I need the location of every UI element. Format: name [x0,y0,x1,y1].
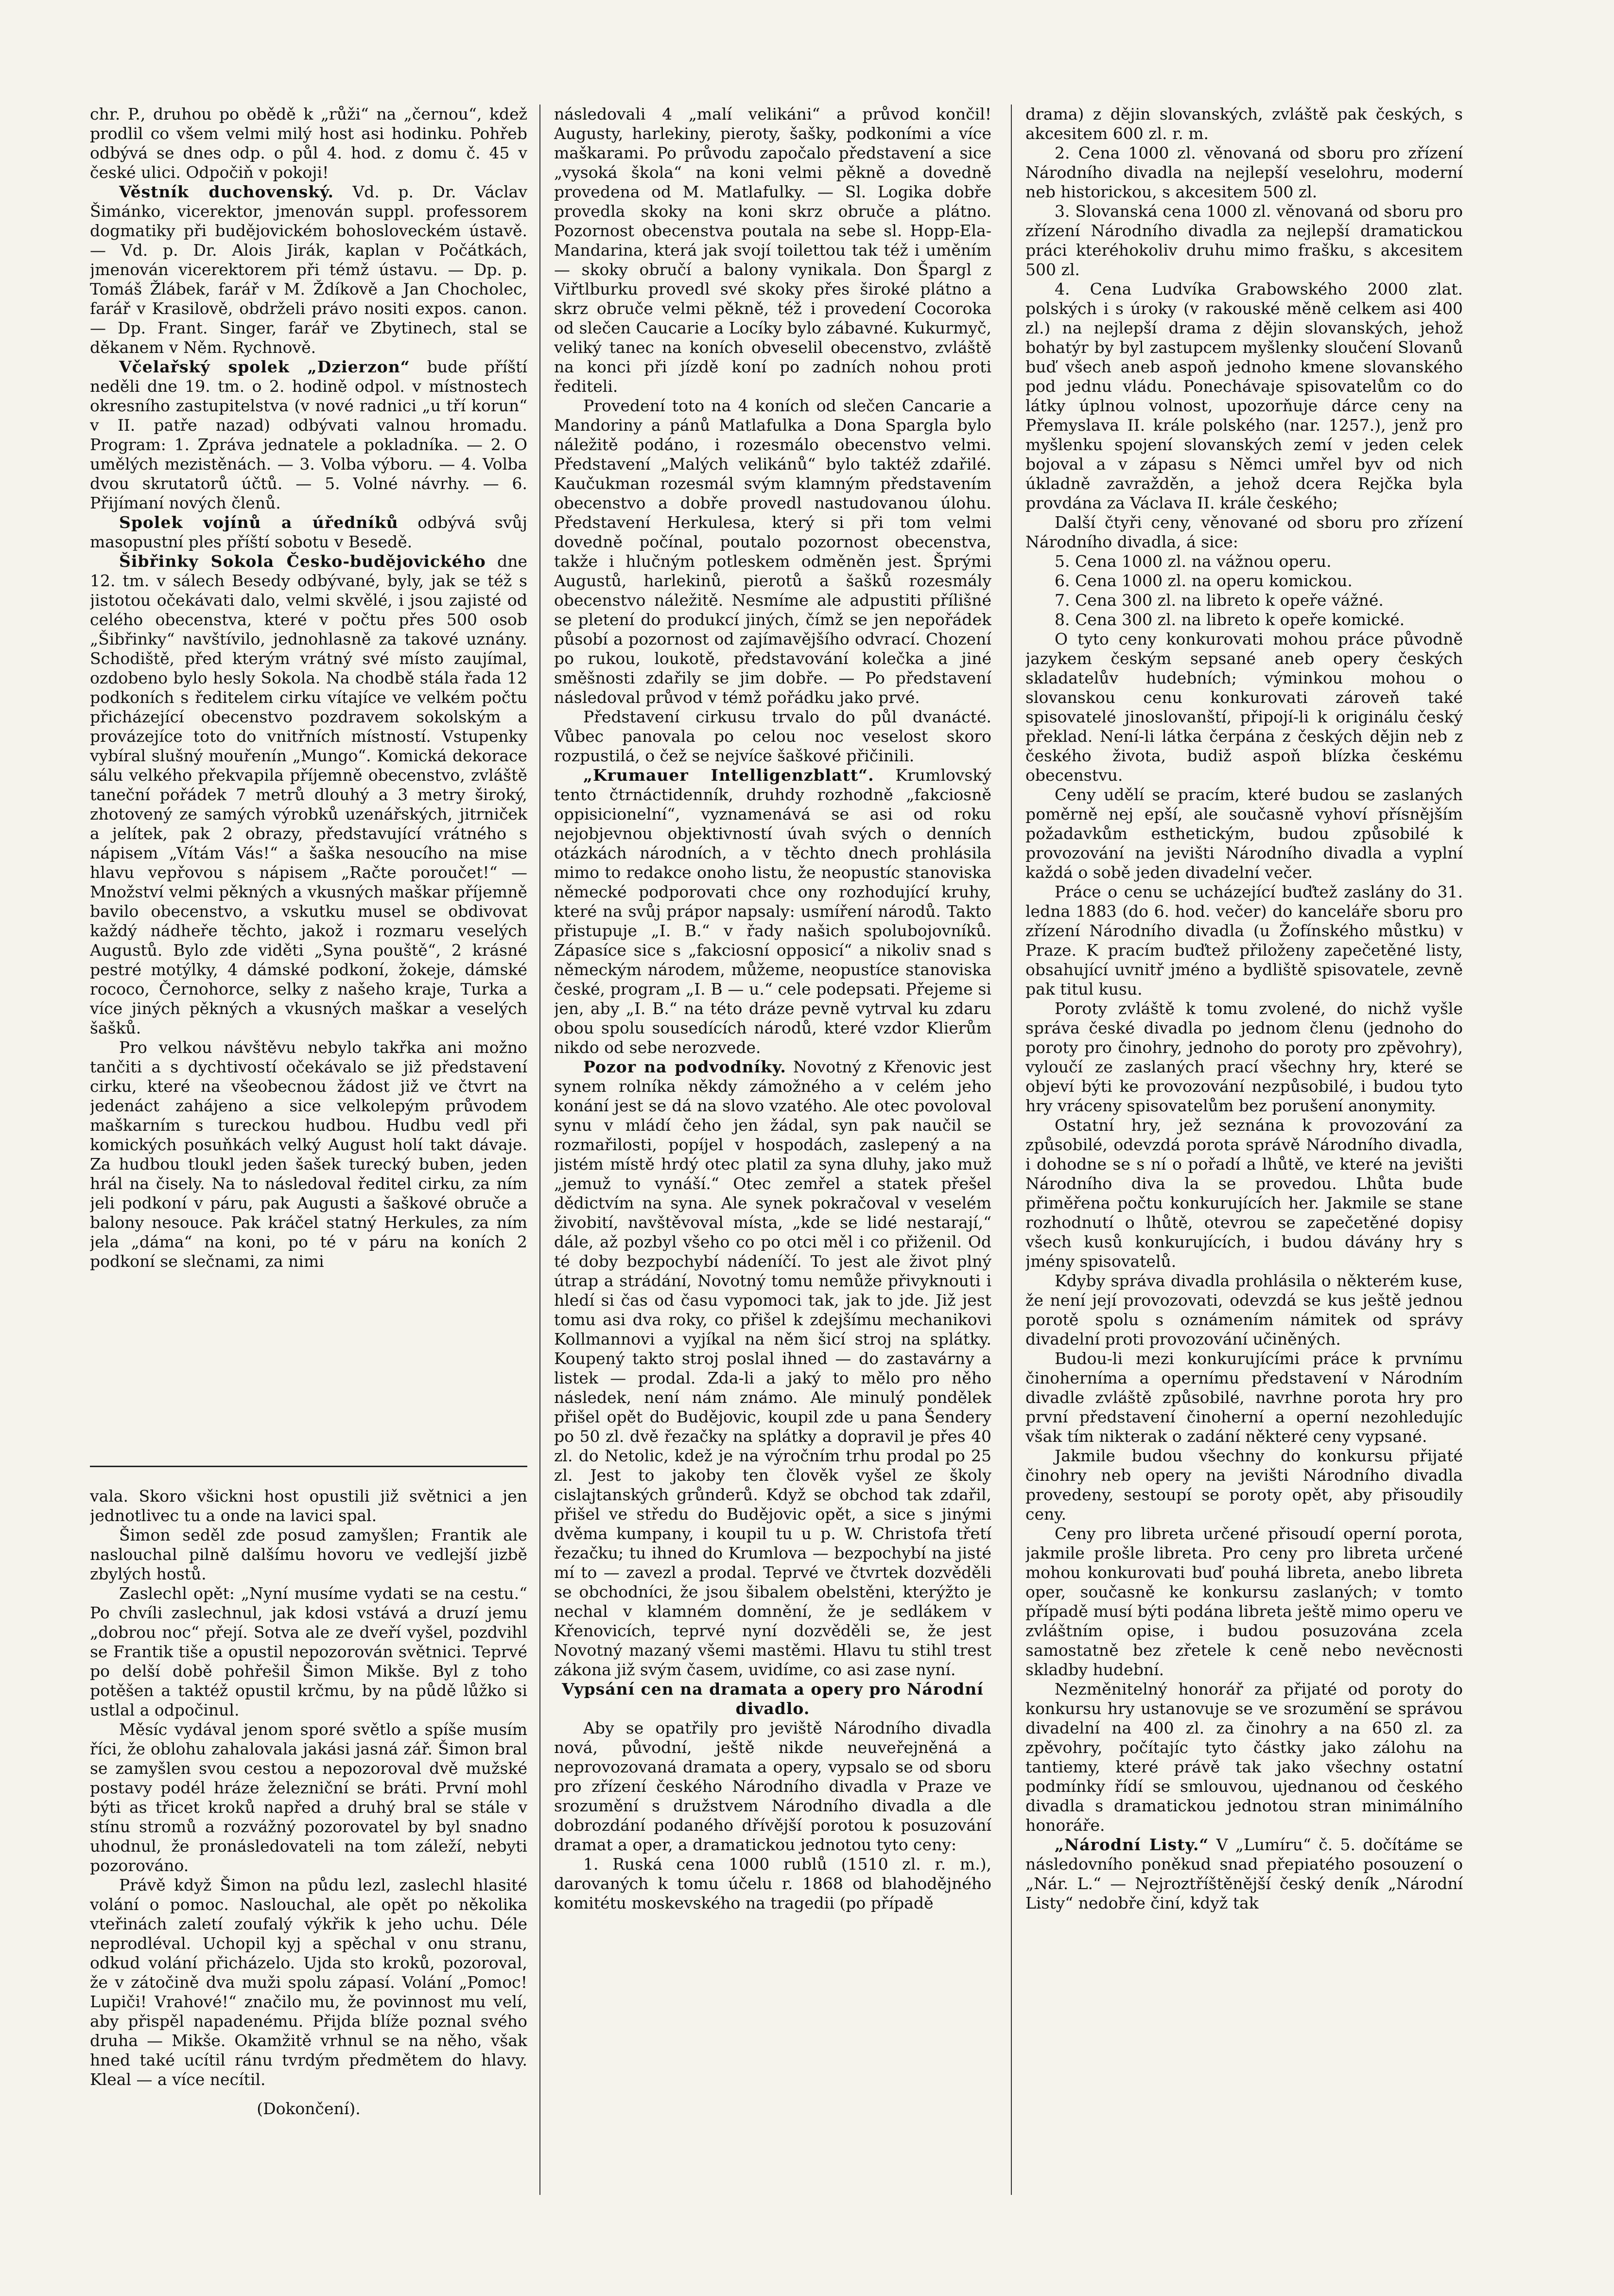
feuilleton-paragraph-2: Šimon seděl zde posud zamyšlen; Frantik ale naslouchal pilně dalšímu hovoru ve vedlejší jizbě zbylých hostů. [90,1525,527,1583]
paragraph-prize-1-cont: drama) z dějin slovanských, zvláště pak českých, s akcesitem 600 zl. r. m. [1025,105,1463,143]
paragraph-obituary: chr. P., druhou po obědě k „růži“ na „černou“, kdež prodlil co všem velmi milý host asi hodinku. Pohřeb odbývá se dnes odp. o půl 4. hod. z domu č. 45 v české ulici. Odpočiň v pokoji! [90,105,527,182]
heading-beekeepers: Včelařský spolek „Dzierzon“ [119,357,410,376]
paragraph-fraudsters [554,1057,991,1680]
column-rule-1 [539,105,540,2195]
paragraph-narodni-listy [1025,1835,1463,1913]
list-item-prize-8: 8. Cena 300 zl. na libreto k opeře komické. [1055,610,1405,629]
feuilleton-paragraph-5: Právě když Šimon na půdu lezl, zaslechl hlasité volání o pomoc. Naslouchal, ale opět po několika vteřinách zaletí zoufalý výkřik k jeho uchu. Déle neprodléval. Uchopil kyj a spěchal v onu stranu, odkud volání přicházelo. Ujda sto kroků, pozoroval, že v zátočině dva muži spolu zápasí. Volání „Pomoc! Lupiči! Vrahové!“ značilo mu, že povinnost mu velí, aby přispěl napadenému. Přijda blíže poznal svého druha — Mikše. Okamžitě vrhnul se na něho, však hned také ucítil ránu tvrdým předmětem do hlavy. Kleal — a více necítil. [90,1875,527,2089]
text-beekeepers: bude příští neděli dne 19. tm. o 2. hodině odpol. v místnostech okresního zastupitelstva (v nové radnici „u tří korun“ v II. patře nazad) odbývati valnou hromadu. Program: 1. Zpráva jednatele a pokladníka. — 2. O umělých mezistěnách. — 3. Volba výboru. — 4. Volba dvou skrutatorů účtů. — 5. Volné návrhy. — 6. Přijímaní nových členů. [90,357,527,512]
list-item-prize-5: 5. Cena 1000 zl. na vážnou operu. [1055,552,1332,571]
column-middle [554,105,991,2195]
column-right [1025,105,1463,2195]
paragraph-prize-2: 2. Cena 1000 zl. věnovaná od sboru pro zřízení Národního divadla na nejlepší veselohru, moderní neb historickou, s akcesitem 500 zl. [1025,143,1463,201]
heading-krumauer: „Krumauer Intelligenzblatt“. [583,766,874,785]
heading-sokol: Šibřinky Sokola Česko-budějovického [119,552,486,571]
paragraph-deadline: Práce o cenu se ucházející buďtež zaslány do 31. ledna 1883 (do 6. hod. večer) do kanceláře sboru pro zřízení Národního divadla (u Žofínského můstku) v Praze. K pracím buďtež přiloženy zapečetěné listy, obsahující uvnitř jméno a bydliště spisovatele, zevně pak titul kusu. [1025,882,1463,999]
paragraph-juries: Poroty zvláště k tomu zvolené, do nichž vyšle správa české divadla po jednom členu (jednoho do poroty pro činohry, jednoho do poroty pro zpěvohry), vyloučí ze zaslaných prací všechny hry, které se objeví býti ke provozování nezpůsobilé, i budou tyto hry vráceny spisovatelům bez porušení anonymity. [1025,999,1463,1115]
paragraph-prize-3: 3. Slovanská cena 1000 zl. věnovaná od sboru pro zřízení Národního divadla za nejlepší dramatickou práci kteréhokoliv druhu mimo frašku, s akcesitem 500 zl. [1025,202,1463,279]
column-rule-2 [1011,105,1012,2195]
heading-soldiers-club: Spolek vojínů a úředníků [119,513,399,532]
text-clergy-news: Vd. p. Dr. Václav Šimánko, vicerektor, jmenován suppl. professorem dogmatiky při budějovickém bohosloveckém ústavě. — Vd. p. Dr. Alois Jirák, kaplan v Počátkách, jmenován vicerektorem při témž ústavu. — Dp. p. Tomáš Žlábek, farář v M. Ždíkově a Jan Chocholec, farář v Krasilově, obdrželi právo nositi expos. canon. — Dp. Frant. Singer, farář ve Zbytinech, stal se děkanem v Něm. Rychnově. [90,182,527,357]
paragraph-circus-1: následovali 4 „malí velikáni“ a průvod končil! Augusty, harlekiny, pieroty, šašky, podkoními a více maškarami. Po průvodu započalo představení a sice „vysoká škola“ na koni velmi pěkně a dovedně provedena od M. Matlafulky. — Sl. Logika dobře provedla skoky na koni skrz obruče a plátno. Pozornost obecenstva poutala na sebe sl. Hopp-Ela-Mandarina, která jak svojí toilettou tak též i uměním — skoky obručí a balony vynikala. Don Špargl z Viřtlburku provedl své skoky přes široké plátno a skrz obruče velmi pěkně, též i provedení Cocoroka od slečen Caucarie a Locíky bylo zábavné. Kukurmyč, veliký tanec na koních obveselil obecenstvo, zvláště na konci při jízdě koní po zadních nohou proti řediteli. [554,105,991,396]
paragraph-prize-4: 4. Cena Ludvíka Grabowského 2000 zlat. polských i s úroky (v rakouské měně celkem asi 400 zl.) na nejlepší drama z dějin slovanských, jehož bohatýr by byl zastupcem myšlenky sloučení Slovanů buď všech aneb aspoň jednoho kmene slovanského pod jednu vládu. Ponechávaje spisovatelům co do látky úplnou volnost, upozorňuje dárce ceny na Přemyslava II. krále polského (nar. 1257.), jenž pro myšlenku spojení slovanských zemí v jeden celek bojoval a v zápasu s Němci umřel byv od nich úkladně zavražděn, a jehož dcera Rejčka byla provdána za Václava II. krále českého; [1025,280,1463,512]
text-sokol: dne 12. tm. v sálech Besedy odbývané, byly, jak se též s jistotou očekávati dalo, velmi skvělé, i jsou zajisté od celého obecenstva, které v počtu přes 500 osob „Šibřinky“ navštívilo, jednohlasně za takové uznány. Schodiště, před kterým vrátný své místo zaujímal, ozdobeno bylo hesly Sokola. Na chodbě stála řada 12 podkoních s ředitelem cirku vítajíce ve velkém počtu přicházející obecenstvo pozdravem sokolským a provázejíce toto do vnitřních místností. Vstupenky vybíral slušný mouřenín „Mungo“. Komická dekorace sálu velkého překvapila příjemně obecenstvo, zvláště taneční pořádek 7 metrů dlouhý a 3 metry široký, zhotovený ze samých výrobků uzenářských, jitrniček a jelítek, pak 2 obrazy, představující vrátného s nápisem „Vítám Vás!“ a šaška nesoucího na mise hlavu vepřovou s nápisem „Račte poroučet!“ — Množství velmi pěkných a vkusných maškar příjemně bavilo obecenstvo, a vskutku musel se obdivovat každý nádheře těchto, jakož i rozmaru veselých Augustů. Bylo zde viděti „Syna pouště“, 2 krásné pestré motýlky, 4 dámské podkoní, žokeje, dámské rococo, Černohorce, selky z našeho kraje, Turka a více jiných pěkných a vkusných maškar a veselých šašků. [90,552,527,1037]
feuilleton-paragraph-4: Měsíc vydával jenom sporé světlo a spíše musím říci, že oblohu zahalovala jakási jasná zář. Šimon bral se zamyšlen svou cestou a nepozoroval dvě mužské postavy podél hráze železniční se bráti. První mohl býti as třicet kroků napřed a druhý bral se stále v stínu stromů a rozvážný pozorovatel by byl snadno uhodnul, že pronásledovateli na tom záleží, nebyti pozorováno. [90,1720,527,1875]
paragraph-soldiers-club [90,513,527,552]
paragraph-remaining-plays: Ostatní hry, jež seznána k provozování za způsobilé, odevzdá porota správě Národního divadla, i dohodne se s ní o pořadí a lhůtě, ve které na jevišti Národního diva la se provedou. Lhůta bude přiměřena počtu konkurujících her. Jakmile se stane rozhodnutí o lhůtě, otevrou se zapečetěné dopisy všech kusů konkurujících, i budou dávány hry s jmény spisovatelů. [1025,1116,1463,1271]
paragraph-honorarium: Nezměnitelný honorář za přijaté od poroty do konkursu hry ustanovuje se ve srozumění se správou divadelní na 400 zl. za činohry a na 650 zl. za zpěvohry, počítajíc tyto částky jako zálohu na tantiemy, které právě tak jako všechny ostatní podmínky řídí se smlouvou, ujednanou od českého divadla s dramatickou jednotou stran minimálního honoráře. [1025,1680,1463,1835]
paragraph-circus-3: Představení cirkusu trvalo do půl dvanácté. Vůbec panovala po celou noc veselost skoro rozpustilá, o čež se nejvíce šaškové přičinili. [554,707,991,765]
paragraph-circus-2: Provedení toto na 4 koních od slečen Cancarie a Mandoriny a pánů Matlafulka a Dona Spargla bylo náležitě podáno, i rozesmálo obecenstvo velmi. Představení „Malých velikánů“ bylo taktéž zdařilé. Kaučukman rozesmál svým klamným představením obecenstvo a dobře provedl nastudovanou úlohu. Představení Herkulesa, který si při tom velmi dovedně počínal, poutalo pozornost obecenstva, takže i hlučným potleskem odměněn jest. Šprými Augustů, harlekinů, pierotů a šašků rozesmály obecenstvo náležitě. Nesmíme ale adpustiti přílišné se pletení do produkcí jiných, čímž se jen nepořádek působí a pozornost od zajímavějšího odvrací. Chození po rukou, loukotě, představování kolečka a jiné směšnosti zdařily se jim dobře. — Po představení následoval průvod v témž pořádku jako prvé. [554,396,991,707]
paragraph-objections: Kdyby správa divadla prohlásila o některém kuse, že není její provozovati, odevzdá se kus ještě jednou porotě spolu s oznámením námitek od správy divadelní proti provozování učiněných. [1025,1271,1463,1349]
paragraph-awarding: Jakmile budou všechny do konkursu přijaté činohry neb opery na jevišti Národního divadla provedeny, sestoupí se poroty opět, aby přisoudily ceny. [1025,1446,1463,1524]
paragraph-further-prizes: Další čtyři ceny, věnované od sboru pro zřízení Národního divadla, á sice: [1025,513,1463,551]
column-left [90,105,527,2161]
paragraph-sokol-2: Pro velkou návštěvu nebylo takřka ani možno tančiti a s dychtivostí očekávalo se již představení cirku, které na všeobecnou žádost již ve čtvrt na jedenáct zahájeno a sice velkolepým průvodem maškarním s tureckou hudbou. Hudbu vedl při komických posuňkách velký August holí takt dávaje. Za hudbou tloukl jeden šašek turecký buben, jeden hrál na čisely. Na to následoval ředitel cirku, za ním jeli podkoní v páru, pak Augusti a šaškové obruče a balony nesouce. Pak kráčel statný Herkules, za ním jela „dáma“ na koni, po té v páru na koních 2 podkoní se slečnami, za nimi [90,1038,527,1271]
paragraph-award-criteria: Ceny udělí se pracím, které budou se zaslaných poměrně nej epší, ale současně vyhoví přísnějším požadavkům esthetickým, budou způsobilé k provozování na jevišti Národního divadla a vyplní každá o sobě jeden divadelní večer. [1025,785,1463,882]
paragraph-prizes-intro: Aby se opatřily pro jeviště Národního divadla nová, původní, ještě nikde neuveřejněná a neprovozovaná dramata a opery, vypsalo se od sboru pro zřízení českého Národního divadla v Praze ve srozumění s družstvem Národního divadla a dle dobrozdání podaného dřívější porotou k posuzování dramat a oper, a dramatickou jednotou tyto ceny: [554,1718,991,1854]
heading-fraudsters: Pozor na podvodníky. [583,1057,786,1076]
paragraph-clergy-news [90,182,527,357]
paragraph-prize-1: 1. Ruská cena 1000 rublů (1510 zl. r. m.), darovaných k tomu účelu r. 1868 od blahodějného komitétu moskevského na tragedii (po případě [554,1855,991,1912]
heading-prizes: Vypsání cen na dramata a opery pro Národní divadlo. [562,1680,984,1718]
feuilleton-section [90,1487,527,2119]
paragraph-first-performance: Budou-li mezi konkurujícími práce k prvnímu činoherníma a opernímu představení v Národním divadle zvláště způsobilé, navrhne porota hry pro první představení činoherní a operní nezohledujíc však tím nikterak o zadání některé ceny vypsané. [1025,1349,1463,1446]
feuilleton-paragraph-3: Zaslechl opět: „Nyní musíme vydati se na cestu.“ Po chvíli zaslechnul, jak kdosi vstává a druzí jemu „dobrou noc“ přejí. Sotva ale ze dveří vyšel, pozdvihl se Frantik tiše a opustil nepozorován světnici. Teprvé po delší době pohřešil Šimon Mikše. Byl z toho potěšen a taktéž opustil krčmu, by na půdě lůžko si ustlal a odpočinul. [90,1584,527,1719]
paragraph-libretto: Ceny pro libreta určené přisoudí operní porota, jakmile prošle libreta. Pro ceny pro libreta určené mohou konkurovati buď pouhá libreta, anebo libreta oper, současně ke konkursu zaslaných; v tomto případě musí býti podána libreta ještě mimo operu ve zvláštním opise, i budou posuzována zcela samostatně bez zřetele k ceně nebo nevěcnosti skladby hudební. [1025,1524,1463,1679]
text-fraudsters: Novotný z Křenovic jest synem rolníka někdy zámožného a v celém jeho konání jest se dá na slovo vzatého. Ale otec povoloval synu v mládí čeho jen žádal, syn pak naučil se rozmařilosti, popíjel v hospodách, zaslepený a na jistém místě hrdý otec platil za syna dluhy, jako muž „jemuž to vynáší.“ Otec zemřel a statek přešel dědictvím na syna. Ale synek pokračoval v veselém živobití, navštěvoval místa, „kde se lidé nestarají,“ dále, až pozbyl všeho co po otci měl i co přiženil. Od té doby bezpochybí nádeníčí. To jest ale život plný útrap a strádání, Novotný tomu nemůže přivyknouti i hledí si čas od času vypomoci tak, jak to jde. Již jest tomu asi dva roky, co přišel k zdejšímu mechanikovi Kollmannovi a vyjíkal na něm šicí stroj na splátky. Koupený takto stroj poslal ihned — do zastavárny a listek — prodal. Zda-li a jaký to mělo pro něho následek, není nám známo. Ale minulý pondělek přišel opět do Budějovic, koupil zde u pana Šendery po 50 zl. dvě řezačky na splátky a dopravil je přes 40 zl. do Netolic, kdež je na výročním trhu prodal po 25 zl. Jest to jakoby ten člověk vyšel ze školy cislajtanských grůnderů. Když se obchod tak zdařil, přišel ve středu do Budějovic opět, a sice s jinými dvěma kumpany, i koupil tu u p. W. Christofa třetí řezačku; tu ihned do Krumlova — bezpochybí na jisté mí to — zavezl a prodal. Teprvé ve čtvrtek dozvěděli se obchodníci, že jsou šibalem obelstěni, kterýžto je nechal v klamném domnění, že je sedlákem v Křenovicích, teprvé nyní dozvěděli se, že jest Novotný mazaný všemi mastěmi. Hlavu tu stihl trest zákona již svým časem, uvidíme, co asi zase nyní. [554,1057,991,1679]
paragraph-eligibility: O tyto ceny konkurovati mohou práce původně jazykem českým sepsané aneb opery českých skladatelův hudebních; výminkou mohou o slovanskou cenu konkurovati zároveň také spisovatelé jinoslovanští, připojí-li k originálu český překlad. Není-li látka čerpána z českých dějin neb z českého života, budiž aspoň blízka českému obecenstvu. [1025,630,1463,785]
news-section [90,105,527,1446]
heading-narodni-listy: „Národní Listy.“ [1055,1835,1209,1854]
text-narodni-listy: V „Lumíru“ č. 5. dočítáme se následovního poněkud snad přepiatého posouzení o „Nár. L.“ — Nejroztříštěnější český deník „Národní Listy“ nedobře činí, když tak [1025,1835,1463,1912]
paragraph-krumauer [554,766,991,1057]
text-krumauer: Krumlovský tento čtrnáctidenník, druhdy rozhodně „fakciosně oppisicionelní“, vyznamenává se asi od roku nejobjevnou objektivností úvah svých o denních otázkách národních, a v těchto dnech prohlásila mimo to redakce onoho listu, že neopustíc stanoviska německé podporovati chce ony rozhodující kruhy, které na svůj prápor napsaly: usmíření národů. Takto přistupuje „I. B.“ v řady našich spolubojovníků. Zápasíce sice s „fakciosní opposicí“ a nikoliv snad s německým národem, můžeme, neopustíce stanoviska české, program „I. B — u.“ cele podepsati. Přejeme si jen, aby „I. B.“ na této dráze pevně vytrval ku zdaru obou spolu sousedících národů, které vzdor Klierům nikdo od sebe nerozvede. [554,766,991,1057]
list-item-prize-6: 6. Cena 1000 zl. na operu komickou. [1055,571,1353,590]
list-item-prize-7: 7. Cena 300 zl. na libreto k opeře vážné. [1055,591,1384,610]
heading-clergy-news: Věstník duchovenský. [119,182,334,201]
feuilleton-paragraph-1: vala. Skoro všickni host opustili již světnici a jen jednotlivec tu a onde na lavici spal. [90,1487,527,1525]
paragraph-beekeepers [90,357,527,513]
text-soldiers-club: odbývá svůj masopustní ples příští sobotu v Besedě. [90,513,527,551]
feuilleton-divider [90,1466,527,1467]
paragraph-sokol [90,552,527,1038]
feuilleton-continuation: (Dokončení). [257,2099,361,2118]
